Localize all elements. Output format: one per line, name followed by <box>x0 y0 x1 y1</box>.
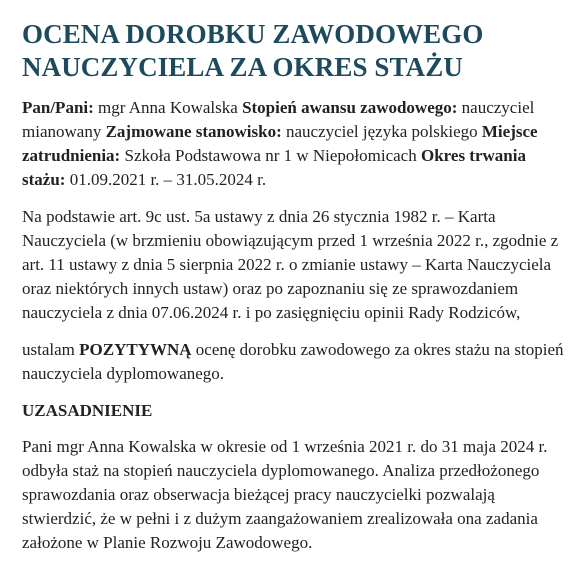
legal-basis-line: oraz niektórych innych ustaw) oraz po zapoznaniu się ze sprawozdaniem <box>22 279 519 298</box>
position-label: Zajmowane stanowisko: <box>105 122 282 141</box>
title-line-1: OCENA DOROBKU ZAWODOWEGO <box>22 19 484 49</box>
rank-value-part1: nauczyciel <box>457 98 535 117</box>
workplace-label-part2: zatrudnienia: <box>22 146 121 165</box>
decision-verdict: POZYTYWNĄ <box>79 340 192 359</box>
legal-basis-line: Nauczyciela (w brzmieniu obowiązującym przed 1 września 2022 r., zgodnie z <box>22 231 559 250</box>
decision-line-2: nauczyciela dyplomowanego. <box>22 364 225 383</box>
period-label-part1: Okres trwania <box>420 146 526 165</box>
document-title <box>22 18 577 84</box>
period-value: 01.09.2021 r. – 31.05.2024 r. <box>65 170 267 189</box>
decision-paragraph <box>22 338 577 386</box>
workplace-value: Szkoła Podstawowa nr 1 w Niepołomicach <box>120 146 421 165</box>
justification-line: sprawozdania oraz obserwacja bieżącej pracy nauczycielki pozwalają <box>22 485 495 504</box>
title-line-2: NAUCZYCIELA ZA OKRES STAŻU <box>22 52 463 82</box>
rank-label: Stopień awansu zawodowego: <box>242 98 458 117</box>
justification-line: Pani mgr Anna Kowalska w okresie od 1 września 2021 r. do 31 maja 2024 r. <box>22 437 548 456</box>
info-line-1 <box>22 96 577 120</box>
legal-basis-paragraph <box>22 205 577 325</box>
legal-basis-line: Na podstawie art. 9c ust. 5a ustawy z dnia 26 stycznia 1982 r. – Karta <box>22 207 496 226</box>
justification-line: założone w Planie Rozwoju Zawodowego. <box>22 533 313 552</box>
rank-value-part2: mianowany <box>22 122 106 141</box>
name-label: Pan/Pani: <box>22 98 94 117</box>
workplace-label-part1: Miejsce <box>481 122 538 141</box>
decision-suffix: ocenę dorobku zawodowego za okres stażu na stopień <box>191 340 564 359</box>
justification-line: stwierdzić, że w pełni i z dużym zaangażowaniem zrealizowała ona zadania <box>22 509 538 528</box>
legal-basis-line: art. 11 ustawy z dnia 5 sierpnia 2022 r. o zmianie ustawy – Karta Nauczyciela <box>22 255 552 274</box>
info-line-3 <box>22 144 577 168</box>
info-line-4 <box>22 168 577 192</box>
decision-line-1 <box>22 338 577 362</box>
justification-line: odbyła staż na stopień nauczyciela dyplomowanego. Analiza przedłożonego <box>22 461 540 480</box>
name-value: mgr Anna Kowalska <box>93 98 243 117</box>
legal-basis-line: nauczyciela z dnia 07.06.2024 r. i po zasięgnięciu opinii Rady Rodziców, <box>22 303 521 322</box>
justification-heading: UZASADNIENIE <box>22 401 153 420</box>
teacher-info-paragraph <box>22 96 577 192</box>
info-line-2 <box>22 120 577 144</box>
document-page <box>22 18 577 555</box>
position-value: nauczyciel języka polskiego <box>281 122 482 141</box>
justification-paragraph <box>22 435 577 555</box>
decision-prefix: ustalam <box>22 340 80 359</box>
period-label-part2: stażu: <box>22 170 66 189</box>
